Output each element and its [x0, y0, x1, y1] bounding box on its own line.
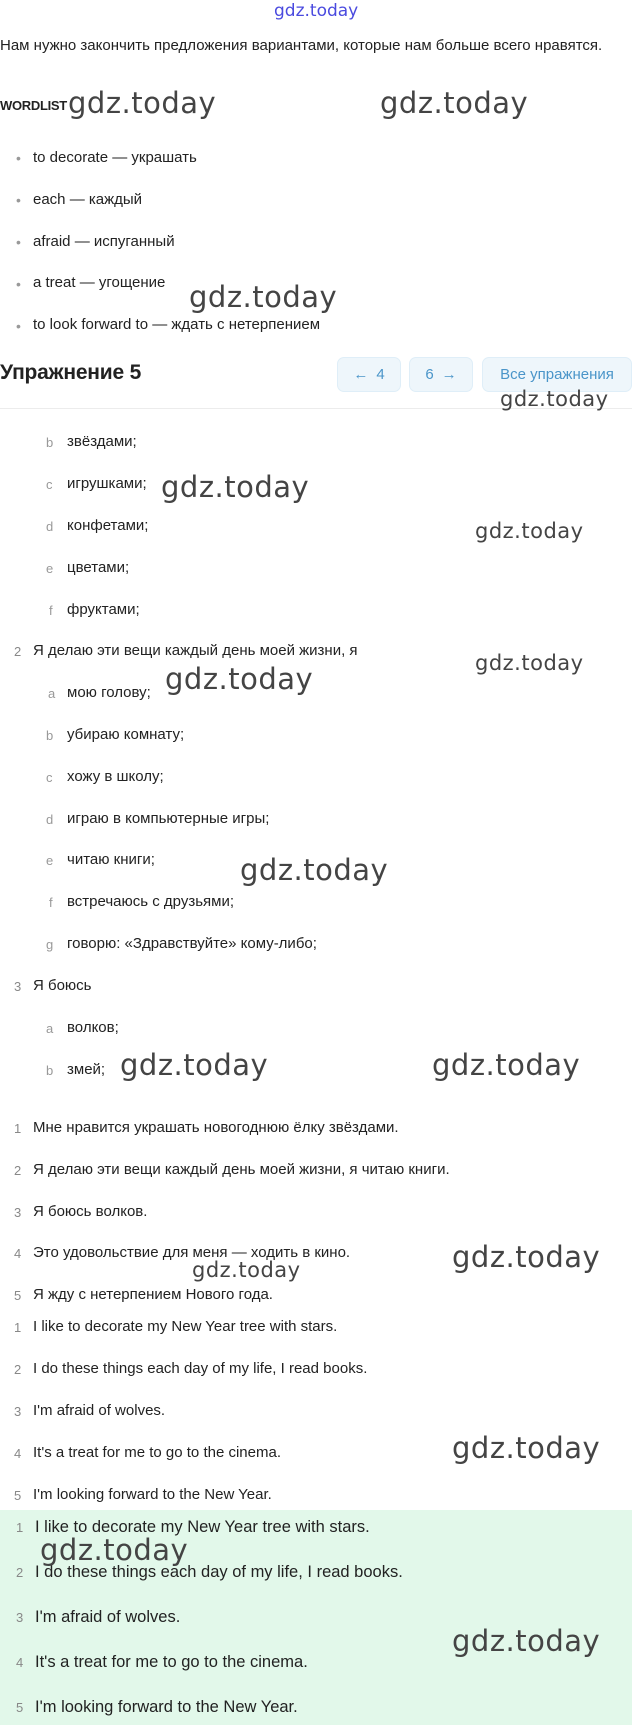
answer-ru: Я жду с нетерпением Нового года.: [33, 1286, 273, 1303]
answer-number: 2: [14, 1163, 22, 1178]
option-letter: a: [46, 1021, 54, 1036]
option-text: волков;: [67, 1019, 119, 1036]
answer-en-highlight: I'm looking forward to the New Year.: [35, 1698, 298, 1716]
answer-number: 4: [14, 1246, 22, 1261]
option-letter: c: [46, 770, 53, 785]
option-text: говорю: «Здравствуйте» кому-либо;: [67, 935, 317, 952]
prev-exercise-button[interactable]: [337, 357, 401, 392]
wordlist-item: each — каждый: [33, 191, 143, 208]
exercise-title: Упражнение 5: [0, 361, 142, 384]
answer-en: I like to decorate my New Year tree with stars.: [33, 1318, 338, 1335]
question-number: 3: [14, 979, 22, 994]
answer-ru: Я боюсь волков.: [33, 1203, 148, 1220]
watermark: gdz.today: [192, 1258, 301, 1282]
answer-en-highlight: I like to decorate my New Year tree with stars.: [35, 1518, 370, 1536]
answer-number: 1: [14, 1121, 22, 1136]
option-text: мою голову;: [67, 684, 151, 701]
wordlist-item: to look forward to — ждать с нетерпением: [33, 316, 321, 333]
watermark-top: gdz.today: [274, 1, 359, 21]
answer-number: 2: [14, 1362, 22, 1377]
watermark: gdz.today: [189, 280, 338, 314]
wordlist-item: afraid — испуганный: [33, 233, 175, 250]
watermark: gdz.today: [380, 86, 529, 120]
option-text: звёздами;: [67, 433, 137, 450]
wordlist-item: a treat — угощение: [33, 274, 166, 291]
wordlist-item: to decorate — украшать: [33, 149, 197, 166]
option-text: конфетами;: [67, 517, 149, 534]
option-letter: c: [46, 477, 53, 492]
answer-en-highlight: I'm afraid of wolves.: [35, 1608, 181, 1626]
watermark: gdz.today: [68, 86, 217, 120]
option-letter: b: [46, 728, 54, 743]
watermark: gdz.today: [500, 387, 609, 411]
answer-number: 5: [14, 1288, 22, 1303]
answer-number: 2: [16, 1565, 24, 1580]
option-letter: d: [46, 519, 54, 534]
option-text: играю в компьютерные игры;: [67, 810, 270, 827]
arrow-left-icon: ←: [353, 366, 369, 383]
answer-ru: Это удовольствие для меня — ходить в кино.: [33, 1244, 351, 1261]
answer-ru: Я делаю эти вещи каждый день моей жизни, я читаю книги.: [33, 1161, 450, 1178]
watermark: gdz.today: [452, 1624, 601, 1658]
intro-text: Нам нужно закончить предложения вариантами, которые нам больше всего нравятся.: [0, 37, 603, 54]
answer-number: 1: [14, 1320, 22, 1335]
watermark: gdz.today: [40, 1533, 189, 1567]
watermark: gdz.today: [240, 853, 389, 887]
option-text: встречаюсь с друзьями;: [67, 893, 235, 910]
watermark: gdz.today: [161, 470, 310, 504]
watermark: gdz.today: [452, 1240, 601, 1274]
watermark: gdz.today: [475, 519, 584, 543]
option-text: фруктами;: [67, 601, 140, 618]
watermark: gdz.today: [165, 662, 314, 696]
option-letter: d: [46, 812, 54, 827]
bullet-icon: •: [16, 192, 21, 208]
bullet-icon: •: [16, 276, 21, 292]
answer-en-highlight: It's a treat for me to go to the cinema.: [35, 1653, 308, 1671]
answer-number: 4: [16, 1655, 24, 1670]
answer-ru: Мне нравится украшать новогоднюю ёлку звёздами.: [33, 1119, 399, 1136]
option-letter: f: [49, 603, 53, 618]
watermark: gdz.today: [475, 651, 584, 675]
option-text: игрушками;: [67, 475, 147, 492]
answer-en: I'm looking forward to the New Year.: [33, 1486, 272, 1503]
answer-number: 3: [16, 1610, 24, 1625]
question-text: Я боюсь: [33, 977, 92, 994]
all-exercises-label: Все упражнения: [500, 366, 614, 383]
option-letter: e: [46, 561, 54, 576]
next-exercise-label: 6: [425, 366, 434, 383]
answer-number: 5: [16, 1700, 24, 1715]
answer-number: 3: [14, 1205, 22, 1220]
answer-number: 3: [14, 1404, 22, 1419]
answer-en: I'm afraid of wolves.: [33, 1402, 166, 1419]
option-text: хожу в школу;: [67, 768, 164, 785]
option-letter: e: [46, 853, 54, 868]
prev-exercise-label: 4: [376, 366, 385, 383]
arrow-right-icon: →: [441, 366, 457, 383]
answer-en: It's a treat for me to go to the cinema.: [33, 1444, 281, 1461]
option-text: цветами;: [67, 559, 130, 576]
question-number: 2: [14, 644, 22, 659]
answer-number: 1: [16, 1520, 24, 1535]
option-letter: g: [46, 937, 54, 952]
option-letter: f: [49, 895, 53, 910]
answer-en: I do these things each day of my life, I read books.: [33, 1360, 368, 1377]
bullet-icon: •: [16, 234, 21, 250]
wordlist-label: WORDLIST: [0, 98, 67, 113]
watermark: gdz.today: [432, 1048, 581, 1082]
question-text: Я делаю эти вещи каждый день моей жизни, я: [33, 642, 358, 659]
option-text: змей;: [67, 1061, 106, 1078]
bullet-icon: •: [16, 150, 21, 166]
option-text: читаю книги;: [67, 851, 155, 868]
option-letter: b: [46, 1063, 54, 1078]
option-letter: a: [48, 686, 56, 701]
next-exercise-button[interactable]: [409, 357, 473, 392]
bullet-icon: •: [16, 318, 21, 334]
answer-number: 4: [14, 1446, 22, 1461]
option-text: убираю комнату;: [67, 726, 185, 743]
answer-number: 5: [14, 1488, 22, 1503]
watermark: gdz.today: [120, 1048, 269, 1082]
answer-en-highlight: I do these things each day of my life, I read books.: [35, 1563, 403, 1581]
option-letter: b: [46, 435, 54, 450]
watermark: gdz.today: [452, 1431, 601, 1465]
